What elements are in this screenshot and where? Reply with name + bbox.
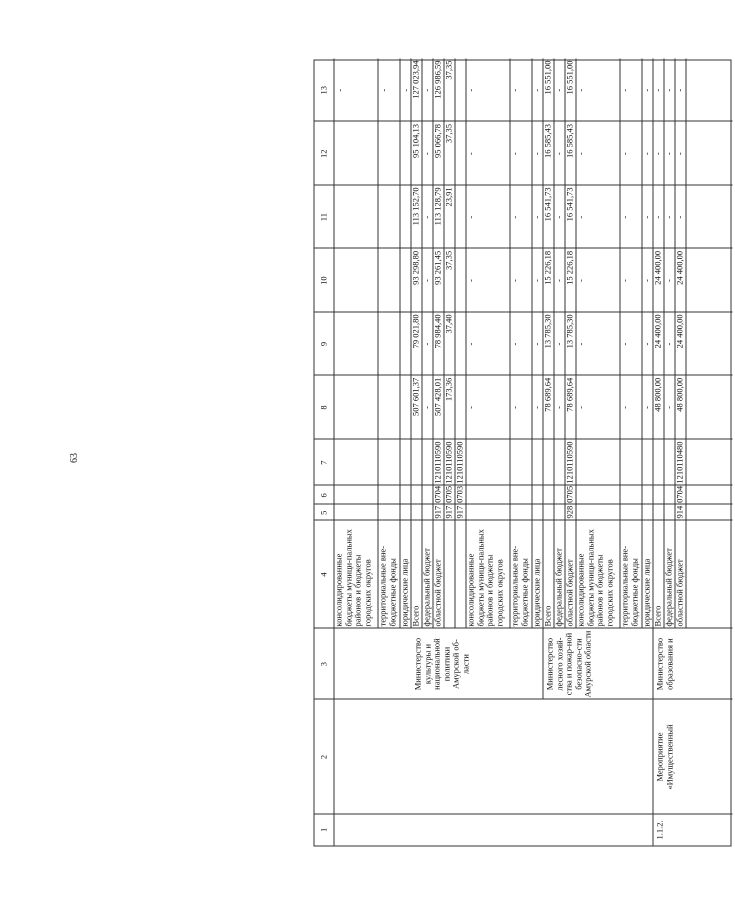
amount-value: 24 400,00	[652, 314, 663, 349]
amount-value: -	[465, 342, 476, 346]
budget-code: 1210110590	[443, 441, 454, 484]
amount-value: -	[531, 279, 542, 283]
amount-value: -	[531, 406, 542, 409]
year-value: -	[334, 88, 345, 92]
amount-value: -	[674, 215, 685, 219]
funding-source: юридические лица	[531, 558, 542, 627]
amount-value: 16 551,00	[542, 60, 553, 95]
amount-value: -	[421, 152, 432, 156]
amount-value: -	[575, 152, 586, 156]
amount-value: 24 400,00	[674, 250, 685, 285]
budget-code: 928	[564, 505, 575, 519]
header-col-6: 6	[318, 493, 329, 498]
amount-value: -	[465, 88, 476, 92]
budget-code: 917	[432, 505, 443, 519]
amount-value: 24 400,00	[674, 314, 685, 349]
funding-source: юридические лица	[399, 558, 410, 627]
amount-value: -	[663, 406, 674, 409]
amount-value: -	[421, 279, 432, 283]
amount-value: -	[553, 406, 564, 409]
amount-value: -	[509, 279, 520, 283]
budget-code: 0705	[443, 485, 454, 503]
amount-value: -	[663, 342, 674, 346]
funding-source: федеральный бюджет	[663, 548, 674, 627]
amount-value: -	[575, 88, 586, 92]
amount-value: 15 226,18	[542, 250, 553, 285]
budget-code: 917	[454, 505, 465, 519]
funding-source: областной бюджет	[564, 559, 575, 627]
amount-value: 16 551,00	[564, 60, 575, 95]
funding-source: консолидированные бюджеты муници-пальных районов и бюджеты городских округов	[333, 529, 372, 627]
amount-value: -	[421, 215, 432, 219]
budget-code: 0703	[454, 485, 465, 503]
budget-code: 0704	[674, 485, 685, 503]
budget-code: 1210110480	[674, 441, 685, 484]
amount-value: -	[641, 279, 652, 283]
budget-code: 1210110590	[454, 441, 465, 484]
amount-value: -	[619, 215, 630, 219]
amount-value: 16 585,43	[542, 123, 553, 158]
executor-name: Министерство лесного хозяй-ства и пожар-ной безопасно-сти Амурской области	[544, 630, 593, 698]
funding-source: Всего	[410, 605, 421, 627]
amount-value: -	[421, 342, 432, 346]
amount-value: -	[663, 279, 674, 283]
executor-name: Министерство образования и	[654, 637, 674, 691]
amount-value: 48 800,00	[674, 377, 685, 412]
amount-value: 126 986,59	[432, 60, 443, 99]
amount-value: -	[575, 342, 586, 346]
header-col-8: 8	[318, 405, 329, 410]
funding-source: Всего	[652, 605, 663, 627]
amount-value: 113 152,70	[410, 187, 421, 226]
column-divider	[315, 813, 733, 814]
column-divider	[315, 184, 733, 185]
funding-source: федеральный бюджет	[421, 548, 432, 627]
amount-value: 78 689,64	[564, 377, 575, 412]
column-divider	[315, 248, 733, 249]
amount-value: -	[509, 152, 520, 156]
column-divider	[315, 504, 733, 505]
funding-source: территориальные вне-бюджетные фонды	[509, 545, 529, 627]
amount-value: -	[619, 342, 630, 346]
header-divider	[334, 59, 335, 846]
budget-code: 0705	[564, 485, 575, 503]
amount-value: -	[674, 152, 685, 156]
column-divider	[315, 519, 733, 520]
funding-source: территориальные вне-бюджетные фонды	[377, 545, 397, 627]
measure-name: Мероприятие «Имущественный	[654, 724, 674, 790]
budget-code: 914	[674, 505, 685, 519]
amount-value: 78 984,40	[432, 314, 443, 349]
amount-value: -	[509, 88, 520, 92]
amount-value: -	[663, 88, 674, 92]
funding-source: территориальные вне-бюджетные фонды	[619, 545, 639, 627]
column-divider	[315, 121, 733, 122]
amount-value: 24 400,00	[652, 250, 663, 285]
amount-value: -	[509, 342, 520, 346]
amount-value: -	[465, 152, 476, 156]
amount-value: 37,40	[443, 314, 454, 334]
amount-value: -	[641, 215, 652, 219]
amount-value: 16 541,73	[564, 187, 575, 222]
amount-value: 173,36	[443, 377, 454, 402]
amount-value: 507 428,01	[432, 377, 443, 417]
budget-code: 1210110590	[564, 441, 575, 484]
amount-value: -	[619, 279, 630, 283]
amount-value: -	[575, 406, 586, 409]
header-col-3: 3	[318, 661, 329, 667]
amount-value: 16 585,43	[564, 123, 575, 158]
amount-value: -	[553, 152, 564, 156]
amount-value: 37,35	[443, 250, 454, 270]
header-col-2: 2	[318, 754, 329, 760]
column-divider	[315, 311, 733, 312]
funding-source: Всего	[542, 605, 553, 627]
amount-value: -	[421, 88, 432, 92]
budget-code: 0704	[432, 485, 443, 503]
funding-source: консолидированные бюджеты муници-пальных районов и бюджеты городских округов	[575, 529, 614, 627]
header-col-7: 7	[318, 460, 329, 465]
amount-value: -	[641, 342, 652, 346]
row-divider	[686, 59, 687, 629]
header-col-13: 13	[318, 85, 329, 95]
funding-source: консолидированные бюджеты муници-пальных районов и бюджеты городских округов	[465, 529, 504, 627]
amount-value: 95 066,78	[432, 123, 443, 158]
header-col-11: 11	[318, 213, 329, 222]
amount-value: -	[531, 342, 542, 346]
amount-value: 93 261,45	[432, 250, 443, 285]
amount-value: -	[619, 88, 630, 92]
amount-value: 507 601,37	[410, 377, 421, 417]
measure-number: 1.1.2.	[654, 820, 665, 840]
amount-value: 127 023,94	[410, 60, 421, 99]
year-value: -	[400, 88, 411, 92]
amount-value: -	[575, 279, 586, 283]
amount-value: -	[531, 88, 542, 92]
amount-value: 13 785,30	[564, 314, 575, 349]
column-divider	[315, 375, 733, 376]
header-col-4: 4	[318, 572, 329, 577]
column-divider	[315, 627, 733, 628]
amount-value: 93 298,80	[410, 250, 421, 285]
amount-value: -	[553, 279, 564, 283]
amount-value: 13 785,30	[542, 314, 553, 349]
header-col-12: 12	[318, 149, 329, 158]
header-col-5: 5	[318, 510, 329, 515]
page-number: 63	[68, 453, 80, 463]
amount-value: 15 226,18	[564, 250, 575, 285]
header-col-9: 9	[318, 341, 329, 347]
amount-value: -	[641, 406, 652, 409]
amount-value: 79 021,80	[410, 314, 421, 349]
amount-value: -	[465, 279, 476, 283]
amount-value: 95 104,13	[410, 123, 421, 158]
amount-value: -	[465, 215, 476, 219]
funding-source: областной бюджет	[432, 559, 443, 627]
amount-value: -	[619, 152, 630, 156]
amount-value: -	[663, 152, 674, 156]
amount-value: -	[674, 88, 685, 92]
amount-value: -	[641, 152, 652, 156]
funding-source: областной бюджет	[674, 559, 685, 627]
budget-code: 1210110590	[432, 441, 443, 484]
year-value: -	[378, 88, 389, 92]
amount-value: -	[652, 88, 663, 92]
funding-source: юридические лица	[641, 558, 652, 627]
amount-value: 113 128,79	[432, 187, 443, 226]
amount-value: -	[652, 215, 663, 219]
row-divider	[455, 59, 456, 629]
amount-value: -	[421, 406, 432, 409]
amount-value: -	[531, 152, 542, 156]
amount-value: -	[619, 406, 630, 409]
amount-value: 48 800,00	[652, 377, 663, 412]
amount-value: 78 689,64	[542, 377, 553, 412]
amount-value: 37,35	[443, 60, 454, 80]
amount-value: -	[509, 215, 520, 219]
header-col-10: 10	[318, 276, 329, 285]
amount-value: -	[641, 88, 652, 92]
amount-value: -	[652, 152, 663, 156]
column-divider	[315, 485, 733, 486]
amount-value: -	[509, 406, 520, 409]
amount-value: 23,91	[443, 187, 454, 207]
funding-source: федеральный бюджет	[553, 548, 564, 627]
budget-table	[314, 60, 732, 847]
amount-value: -	[575, 215, 586, 219]
amount-value: -	[553, 215, 564, 219]
column-divider	[315, 699, 733, 700]
amount-value: 16 541,73	[542, 187, 553, 222]
amount-value: -	[663, 215, 674, 219]
amount-value: -	[465, 406, 476, 409]
executor-name: Министерство культуры и национальной политики Амурской об-ласти	[412, 637, 470, 691]
header-col-1: 1	[318, 827, 329, 833]
column-divider	[315, 438, 733, 439]
amount-value: 37,35	[443, 123, 454, 144]
amount-value: -	[531, 215, 542, 219]
budget-code: 917	[443, 505, 454, 519]
amount-value: -	[553, 342, 564, 346]
amount-value: -	[553, 88, 564, 92]
